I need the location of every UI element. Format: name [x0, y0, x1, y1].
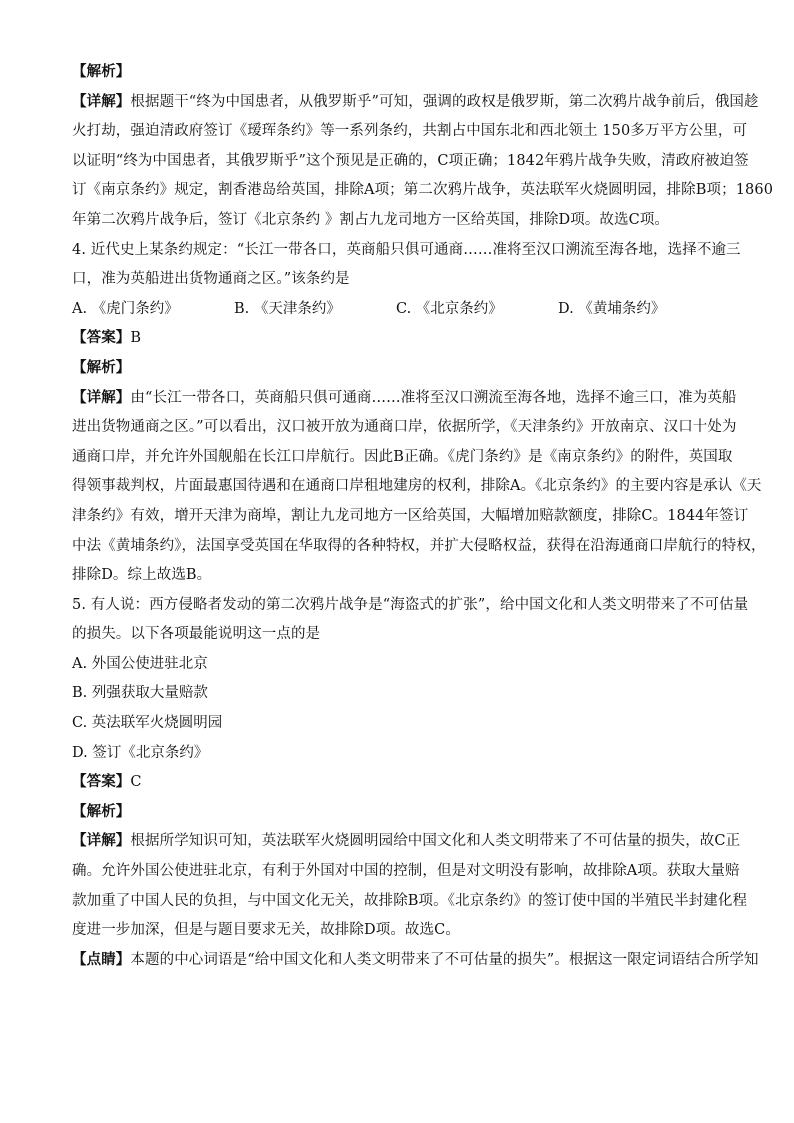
detail-line [72, 88, 759, 118]
text-line: 年第二次鸦片战争后，签订《北京条约 》割占九龙司地方一区给英国，排除D项。故选C项。 [72, 211, 670, 228]
jiexi-label: 【解析】 [72, 64, 131, 80]
jiexi-heading-5 [72, 798, 724, 828]
document-page [72, 58, 774, 975]
text-line: 确。允许外国公使进驻北京，有利于外国对中国的控制，但是对文明没有影响，故排除A项。获取大量赔 [72, 863, 740, 880]
answer-value: B [130, 330, 142, 347]
text-line: 订《南京条约》规定，割香港岛给英国，排除A项；第二次鸦片战争，英法联军火烧圆明园，排除B项；1860 [72, 182, 774, 199]
jiexi-label: 【解析】 [72, 803, 131, 820]
detail-line [72, 827, 741, 857]
jiexi-label: 【解析】 [72, 359, 131, 376]
answer-row-5 [72, 768, 724, 798]
option-b: B. 列强获取大量赔款 [72, 685, 208, 702]
text-line: 得领事裁判权，片面最惠国待遇和在通商口岸租地建房的权利，排除A。《北京条约》的主要内容是承认《天 [72, 478, 762, 495]
option-c: C. 英法联军火烧圆明园 [72, 715, 223, 732]
question-4-options [72, 295, 724, 325]
text-line: 根据所学知识可知，英法联军火烧圆明园给中国文化和人类文明带来了不可估量的损失，故C正 [130, 833, 741, 850]
text-line: 排除D。综上故选B。 [72, 567, 212, 584]
answer-value: C [130, 774, 142, 791]
option-d: D. 《黄埔条约》 [558, 300, 666, 317]
detail-label: 【详解】 [72, 93, 131, 110]
option-a: A. 《虎门条约》 [72, 300, 179, 317]
question-4-stem-cont: 口，准为英船进出货物通商之区。”该条约是 [72, 271, 350, 288]
detail-label: 【详解】 [72, 389, 131, 406]
jiexi-heading-1 [72, 58, 724, 88]
text-line: 度进一步加深，但是与题目要求无关，故排除D项。故选C。 [72, 922, 460, 939]
detail-label: 【详解】 [72, 833, 131, 850]
dianjing-label: 【点睛】 [72, 951, 131, 968]
text-line: 根据题干“终为中国患者，从俄罗斯乎”可知，强调的政权是俄罗斯，第二次鸦片战争前后，俄国趁 [130, 93, 759, 110]
question-5-stem: 5. 有人说：西方侵略者发动的第二次鸦片战争是“海盗式的扩张”，给中国文化和人类文明带来了不可估量 [72, 596, 749, 613]
text-line: 款加重了中国人民的负担，与中国文化无关，故排除B项。《北京条约》的签订使中国的半殖民半封建化程 [72, 892, 748, 909]
answer-label: 【答案】 [72, 774, 131, 791]
text-line: 本题的中心词语是“给中国文化和人类文明带来了不可估量的损失”。根据这一限定词语结合所学知 [130, 951, 759, 968]
detail-line [72, 384, 737, 414]
option-d: D. 签订《北京条约》 [72, 744, 209, 761]
text-line: 津条约》有效，增开天津为商埠，割让九龙司地方一区给英国，大幅增加赔款额度，排除C。1844年签订 [72, 507, 749, 524]
answer-label: 【答案】 [72, 330, 131, 347]
option-b: B. 《天津条约》 [234, 300, 341, 317]
text-line: 由“长江一带各口，英商船只俱可通商……准将至汉口溯流至海各地，选择不逾三口，准为英船 [130, 389, 737, 406]
text-line: 中法《黄埔条约》，法国享受英国在华取得的各种特权，并扩大侵略权益，获得在沿海通商口岸航行的特权， [72, 537, 766, 554]
question-4-stem: 4. 近代史上某条约规定：“长江一带各口，英商船只俱可通商……准将至汉口溯流至海各地，选择不逾三 [72, 241, 741, 258]
answer-row-4 [72, 324, 724, 354]
option-a: A. 外国公使进驻北京 [72, 655, 208, 672]
text-line: 以证明“终为中国患者，其俄罗斯乎”这个预见是正确的，C项正确；1842年鸦片战争失败，清政府被迫签 [72, 152, 749, 169]
text-line: 通商口岸，并允许外国舰船在长江口岸航行。因此B正确。《虎门条约》是《南京条约》的附件，英国取 [72, 448, 733, 465]
text-line: 火打劫，强迫清政府签订《瑷珲条约》等一系列条约，共割占中国东北和西北领土 150多万平方公里，可 [72, 123, 748, 140]
question-5-stem-cont: 的损失。以下各项最能说明这一点的是 [72, 626, 321, 643]
jiexi-heading-4 [72, 354, 724, 384]
option-c: C. 《北京条约》 [396, 300, 503, 317]
dianjing-line [72, 946, 759, 976]
text-line: 进出货物通商之区。”可以看出，汉口被开放为通商口岸，依据所学，《天津条约》开放南京、汉口十处为 [72, 419, 737, 436]
